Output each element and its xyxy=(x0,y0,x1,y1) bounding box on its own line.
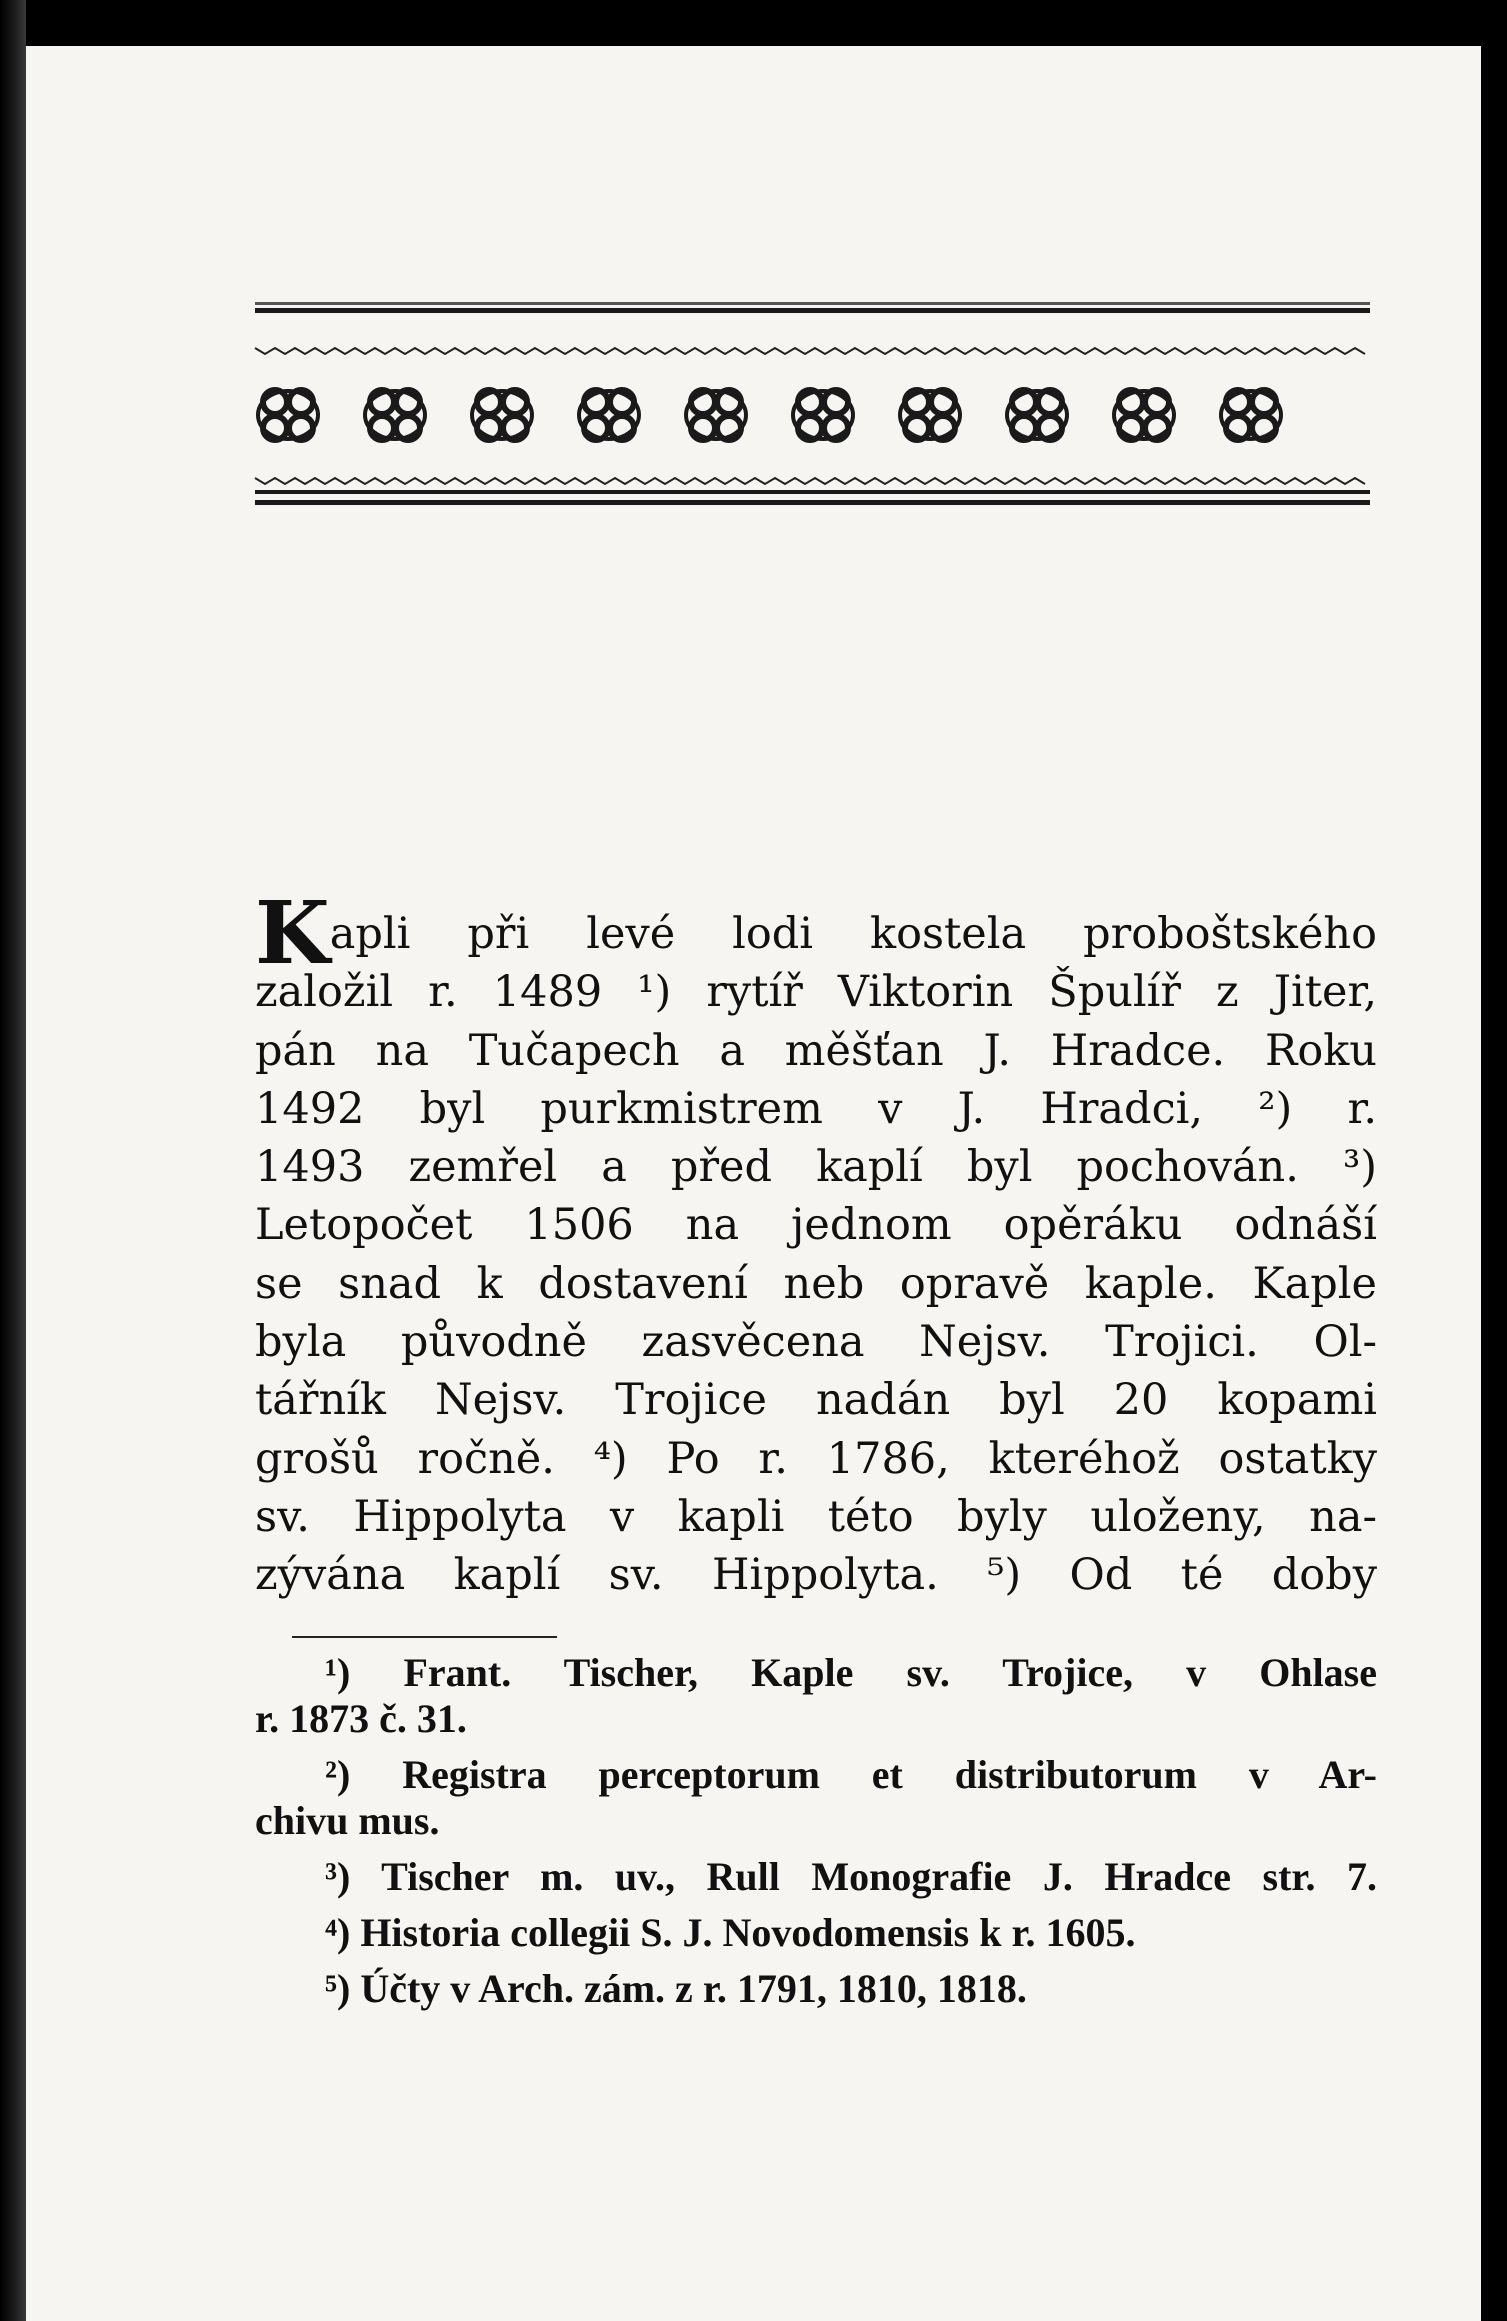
body-line: apli při levé lodi kostela proboštského xyxy=(329,909,1377,959)
body-line: zývána kaplí sv. Hippolyta. ⁵) Od té doby xyxy=(255,1550,1377,1601)
body-line: sv. Hippolyta v kapli této byly uloženy, na- xyxy=(255,1491,1377,1542)
footnote-separator xyxy=(292,1636,557,1638)
footnote xyxy=(255,1650,1377,1742)
footnote xyxy=(255,1854,1377,1900)
body-line: tářník Nejsv. Trojice nadán byl 20 kopami xyxy=(255,1375,1377,1426)
left-edge-shadow xyxy=(0,0,26,2321)
footnote-mark: ⁵) xyxy=(325,1966,351,2011)
footnote-text: Frant. Tischer, Kaple sv. Trojice, v Ohlase xyxy=(403,1650,1378,1695)
knot-ornament-icon xyxy=(900,390,960,440)
footnote xyxy=(255,1910,1377,1956)
footnote-mark: ²) xyxy=(325,1752,351,1797)
knot-ornament-icon xyxy=(258,390,318,440)
body-line: 1493 zemřel a před kaplí byl pochován. ³) xyxy=(255,1142,1377,1193)
footnote-text: Účty v Arch. zám. z r. 1791, 1810, 1818. xyxy=(360,1966,1027,2011)
body-line: byla původně zasvěcena Nejsv. Trojici. Ol- xyxy=(255,1317,1377,1368)
footnote-text: Registra perceptorum et distributorum v Ar- xyxy=(402,1752,1378,1797)
knot-ornament-icon xyxy=(472,390,532,440)
knot-ornament-icon xyxy=(1114,390,1174,440)
body-paragraph xyxy=(255,883,1377,1605)
footnote-mark: ⁴) xyxy=(325,1910,351,1955)
body-line: 1492 byl purkmistrem v J. Hradci, ²) r. xyxy=(255,1083,1377,1134)
footnotes xyxy=(255,1650,1377,2022)
body-line: založil r. 1489 ¹) rytíř Viktorin Špulíř z Jiter, xyxy=(255,967,1377,1018)
body-line: Letopočet 1506 na jednom opěráku odnáší xyxy=(255,1200,1377,1251)
footnote-text: chivu mus. xyxy=(255,1798,440,1843)
footnote-text: r. 1873 č. 31. xyxy=(255,1696,467,1741)
knot-ornament-icon xyxy=(579,390,639,440)
body-line: pán na Tučapech a měšťan J. Hradce. Roku xyxy=(255,1025,1377,1076)
footnote xyxy=(255,1752,1377,1844)
footnote-mark: ³) xyxy=(325,1854,351,1899)
footnote-mark: ¹) xyxy=(325,1650,351,1695)
footnote-text: Tischer m. uv., Rull Monografie J. Hradce str. 7. xyxy=(381,1854,1378,1899)
knot-ornament-icon xyxy=(686,390,746,440)
knot-ornament-icon xyxy=(365,390,425,440)
knot-ornament-icon xyxy=(793,390,853,440)
body-line: se snad k dostavení neb opravě kaple. Kaple xyxy=(255,1258,1377,1309)
knot-ornament-icon xyxy=(1221,390,1281,440)
footnote-text: Historia collegii S. J. Novodomensis k r. 1605. xyxy=(360,1910,1136,1955)
header-ornament xyxy=(250,300,1375,530)
footnote xyxy=(255,1966,1377,2012)
drop-cap: K xyxy=(255,883,330,984)
body-line: grošů ročně. ⁴) Po r. 1786, kteréhož ostatky xyxy=(255,1433,1377,1484)
right-edge-shadow xyxy=(1481,0,1507,2321)
knot-ornament-icon xyxy=(1007,390,1067,440)
